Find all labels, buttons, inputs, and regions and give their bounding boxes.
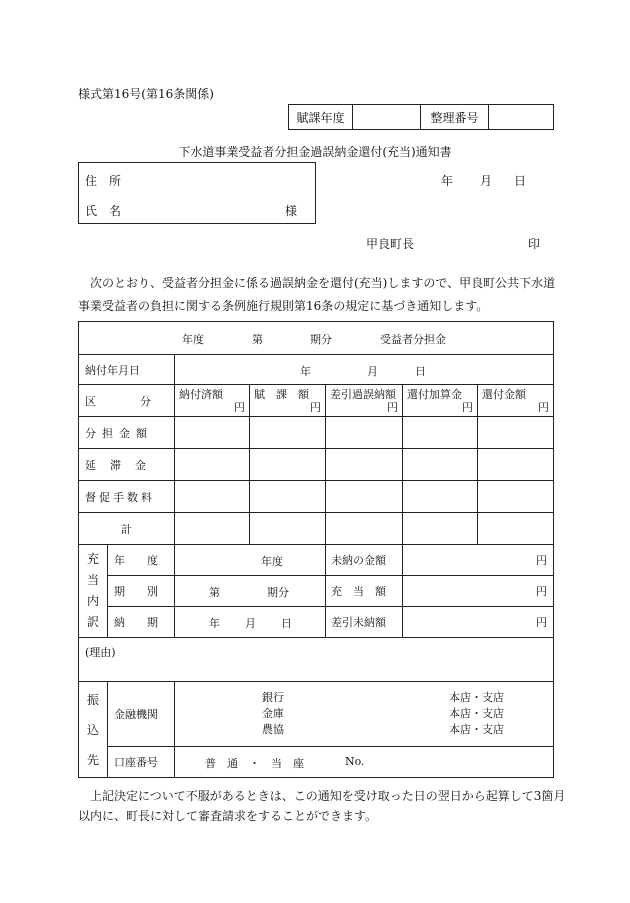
branch-type: 本店・支店 bbox=[449, 707, 504, 720]
unpaid-amount-field[interactable]: 円 bbox=[403, 545, 554, 576]
period-row bbox=[79, 322, 554, 355]
reference-number-field[interactable] bbox=[489, 105, 554, 130]
unpaid-amount-label: 未納の金額 bbox=[326, 545, 403, 576]
account-number-label: 口座番号 bbox=[108, 747, 175, 778]
reason-row bbox=[79, 638, 554, 682]
allocated-amount-field[interactable]: 円 bbox=[403, 576, 554, 607]
cell-input[interactable] bbox=[326, 513, 403, 545]
cell-input[interactable] bbox=[326, 449, 403, 481]
allocation-term-field[interactable]: 第 期分 bbox=[175, 576, 326, 607]
allocation-year-label: 年 度 bbox=[108, 545, 175, 576]
cell-input[interactable] bbox=[250, 417, 326, 449]
cell-input[interactable] bbox=[403, 449, 478, 481]
row-label-contribution: 分担金額 bbox=[79, 417, 175, 449]
cell-input[interactable] bbox=[326, 481, 403, 513]
date-day: 日 bbox=[514, 174, 527, 188]
allocation-year-field[interactable]: 年度 bbox=[175, 545, 326, 576]
payment-date-label: 納付年月日 bbox=[79, 355, 175, 385]
account-no-label: No. bbox=[345, 755, 365, 768]
address-box bbox=[78, 162, 316, 224]
cell-input[interactable] bbox=[326, 417, 403, 449]
cell-input[interactable] bbox=[403, 417, 478, 449]
cell-input[interactable] bbox=[478, 481, 554, 513]
cell-input[interactable] bbox=[250, 481, 326, 513]
payment-date-field[interactable] bbox=[175, 355, 554, 385]
allocation-deadline-field[interactable]: 年 月 日 bbox=[175, 607, 326, 638]
cell-input[interactable] bbox=[403, 481, 478, 513]
institution-field[interactable] bbox=[175, 682, 554, 747]
table-row bbox=[79, 481, 554, 513]
cell-input[interactable] bbox=[478, 449, 554, 481]
allocation-side-label: 充 当 内 訳 bbox=[79, 545, 108, 638]
reference-number-label: 整理番号 bbox=[421, 105, 489, 130]
column-paid-amount: 納付済額 円 bbox=[175, 385, 250, 417]
branch-type: 本店・支店 bbox=[449, 723, 504, 736]
period-year: 年度 bbox=[182, 333, 204, 346]
payment-date-day: 日 bbox=[415, 365, 426, 378]
column-overpaid-amount: 差引過誤納額 円 bbox=[326, 385, 403, 417]
account-row bbox=[79, 747, 554, 778]
main-table bbox=[78, 321, 554, 778]
institution-credit-union: 金庫 bbox=[262, 707, 284, 720]
column-assessed-amount: 賦 課 額 円 bbox=[250, 385, 326, 417]
period-label: 受益者分担金 bbox=[380, 333, 446, 346]
period-number: 第 bbox=[252, 333, 263, 346]
institution-agri-coop: 農協 bbox=[262, 723, 284, 736]
cell-input[interactable] bbox=[175, 417, 250, 449]
reason-label: (理由) bbox=[85, 646, 116, 659]
payment-date-month: 月 bbox=[367, 365, 378, 378]
allocation-deadline-label: 納 期 bbox=[108, 607, 175, 638]
row-label-late-fee: 延滞金 bbox=[79, 449, 175, 481]
allocation-term-label: 期 別 bbox=[108, 576, 175, 607]
cell-input[interactable] bbox=[478, 513, 554, 545]
cell-input[interactable] bbox=[175, 449, 250, 481]
payment-date-row bbox=[79, 355, 554, 385]
fiscal-year-field[interactable] bbox=[353, 105, 421, 130]
category-label: 区 分 bbox=[79, 385, 175, 417]
cell-input[interactable] bbox=[403, 513, 478, 545]
branch-type: 本店・支店 bbox=[449, 691, 504, 704]
column-header-row bbox=[79, 385, 554, 417]
table-row bbox=[79, 417, 554, 449]
cell-input[interactable] bbox=[478, 417, 554, 449]
reason-field[interactable] bbox=[79, 638, 554, 682]
transfer-side-label: 振 込 先 bbox=[79, 682, 108, 778]
allocation-deadline-row bbox=[79, 607, 554, 638]
intro-text-line-2: 事業受益者の負担に関する条例施行規則第16条の規定に基づき通知します。 bbox=[78, 299, 489, 313]
table-row bbox=[79, 513, 554, 545]
footer-text-line-1: 上記決定について不服があるときは、この通知を受け取った日の翌日から起算して3箇月 bbox=[90, 789, 566, 803]
fiscal-year-label: 賦課年度 bbox=[289, 105, 353, 130]
transfer-institution-row bbox=[79, 682, 554, 747]
row-label-reminder-fee: 督促手数料 bbox=[79, 481, 175, 513]
row-label-total: 計 bbox=[79, 513, 175, 545]
remaining-unpaid-field[interactable]: 円 bbox=[403, 607, 554, 638]
address-label: 住 所 bbox=[85, 174, 122, 188]
issuer-name: 甲良町長 bbox=[366, 237, 415, 251]
date-year: 年 bbox=[441, 174, 454, 188]
payment-date-year: 年 bbox=[300, 365, 311, 378]
cell-input[interactable] bbox=[175, 481, 250, 513]
document-title: 下水道事業受益者分担金過誤納金還付(充当)通知書 bbox=[178, 145, 452, 159]
date-month: 月 bbox=[480, 174, 493, 188]
cell-input[interactable] bbox=[250, 449, 326, 481]
account-number-field[interactable] bbox=[175, 747, 554, 778]
honorific: 様 bbox=[285, 204, 298, 218]
column-refund-addition: 還付加算金 円 bbox=[403, 385, 478, 417]
form-number: 様式第16号(第16条関係) bbox=[78, 87, 214, 101]
cell-input[interactable] bbox=[250, 513, 326, 545]
header-table bbox=[288, 104, 554, 130]
issuer-seal: 印 bbox=[528, 237, 541, 251]
allocation-year-row bbox=[79, 545, 554, 576]
table-row bbox=[79, 449, 554, 481]
intro-text-line-1: 次のとおり、受益者分担金に係る過誤納金を還付(充当)しますので、甲良町公共下水道 bbox=[90, 276, 556, 290]
allocated-amount-label: 充 当 額 bbox=[326, 576, 403, 607]
account-type-options: 普 通 ・ 当 座 bbox=[205, 757, 304, 770]
footer-text-line-2: 以内に、町長に対して審査請求をすることができます。 bbox=[78, 809, 378, 823]
allocation-term-row bbox=[79, 576, 554, 607]
remaining-unpaid-label: 差引未納額 bbox=[326, 607, 403, 638]
column-refund-amount: 還付金額 円 bbox=[478, 385, 554, 417]
institution-label: 金融機関 bbox=[108, 682, 175, 747]
institution-bank: 銀行 bbox=[262, 691, 284, 704]
cell-input[interactable] bbox=[175, 513, 250, 545]
name-label: 氏 名 bbox=[85, 204, 122, 218]
period-term: 期分 bbox=[310, 333, 332, 346]
